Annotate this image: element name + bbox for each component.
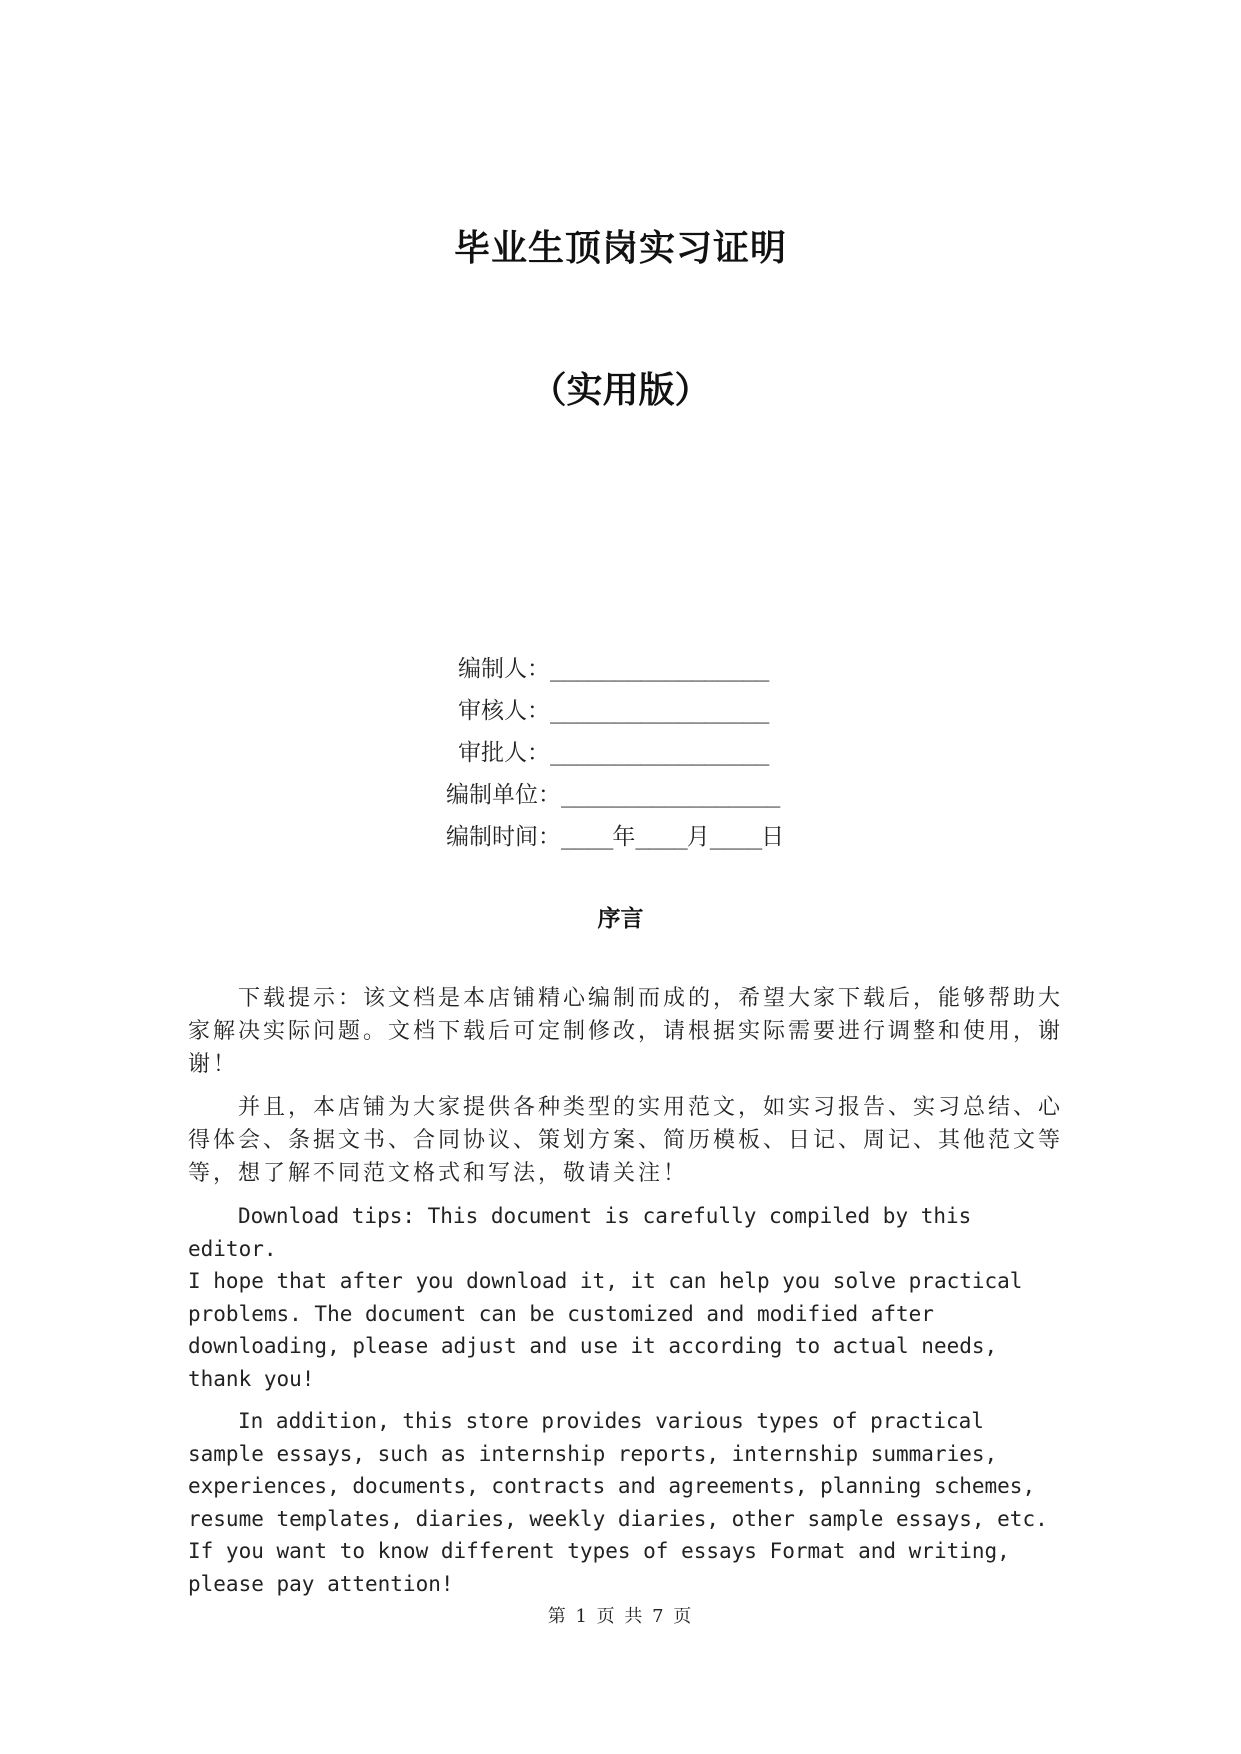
- compiler-label: 编制人：: [458, 656, 550, 682]
- day-label: 日: [761, 824, 785, 850]
- month-label: 月: [686, 824, 710, 850]
- sign-row-date: [0, 816, 1241, 858]
- preface-paragraph-cn-2: 并且，本店铺为大家提供各种类型的实用范文，如实习报告、实习总结、心得体会、条据文书、合同协议、策划方案、简历模板、日记、周记、其他范文等等，想了解不同范文格式和写法，敬请关注！: [188, 1095, 1064, 1186]
- preface-paragraph-en-2: In addition, this store provides various types of practical sample essays, such as internship reports, internship summaries, experiences, documents, contracts and agreements, planning schemes, resume templates, diaries, weekly diaries, other sample essays, etc. If you want to know different types of essays Format and writing, please pay attention!: [188, 1409, 1048, 1596]
- sign-block: [0, 648, 1241, 858]
- sign-row-reviewer: [0, 690, 1241, 732]
- sign-row-unit: [0, 774, 1241, 816]
- compiler-blank: _________________: [550, 656, 769, 682]
- unit-blank: _________________: [561, 782, 780, 808]
- approver-blank: _________________: [550, 740, 769, 766]
- unit-label: 编制单位：: [446, 782, 561, 808]
- document-title: 毕业生顶岗实习证明: [453, 228, 787, 269]
- page-number-footer: 第 1 页 共 7 页: [547, 1606, 694, 1627]
- month-blank: ____: [635, 824, 687, 850]
- approver-label: 审批人：: [458, 740, 550, 766]
- year-label: 年: [612, 824, 636, 850]
- date-label: 编制时间：: [446, 824, 561, 850]
- preface-paragraph-en-1: Download tips: This document is carefully compiled by this editor. I hope that after you download it, it can help you solve practical problems. The document can be customized and modified after downloading, please adjust and use it according to actual needs, thank you!: [188, 1204, 1023, 1391]
- preface-paragraph-cn-1: 下载提示：该文档是本店铺精心编制而成的，希望大家下载后，能够帮助大家解决实际问题。文档下载后可定制修改，请根据实际需要进行调整和使用，谢谢！: [188, 986, 1064, 1077]
- reviewer-label: 审核人：: [458, 698, 550, 724]
- reviewer-blank: _________________: [550, 698, 769, 724]
- preface-body: [188, 982, 1068, 1610]
- preface-title: 序言: [597, 906, 644, 932]
- document-subtitle: （实用版）: [530, 370, 711, 411]
- sign-row-approver: [0, 732, 1241, 774]
- day-blank: ____: [709, 824, 762, 850]
- sign-row-compiler: [0, 648, 1241, 690]
- year-blank: ____: [561, 824, 613, 850]
